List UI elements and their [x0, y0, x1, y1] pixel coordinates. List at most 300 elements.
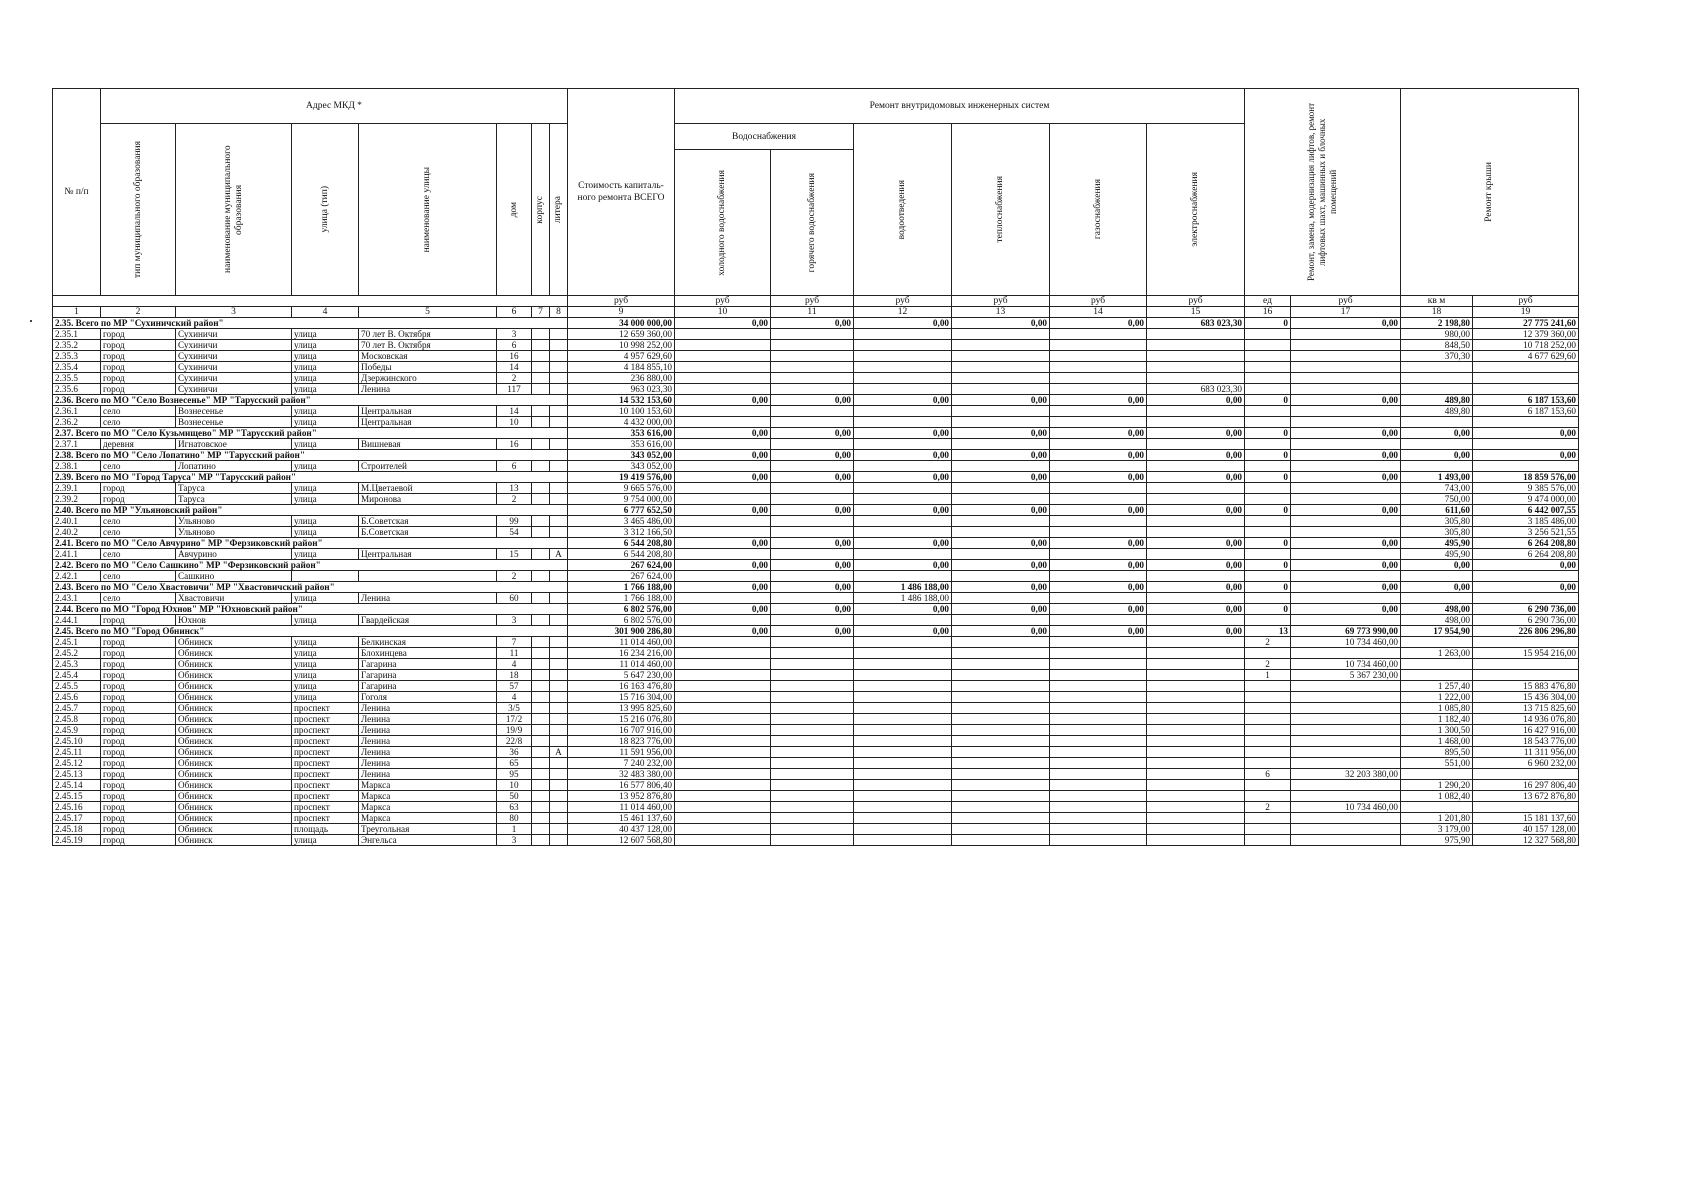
unit-cell: руб — [854, 296, 952, 307]
table-cell: 6 290 736,00 — [1473, 615, 1579, 626]
table-cell — [771, 373, 854, 384]
table-cell — [1473, 571, 1579, 582]
street-name-header-cell — [359, 124, 497, 296]
table-cell — [1245, 351, 1291, 362]
table-cell — [675, 791, 771, 802]
table-cell — [292, 571, 359, 582]
table-cell — [1291, 681, 1401, 692]
table-cell: 2.35.2 — [53, 340, 101, 351]
table-cell — [854, 681, 952, 692]
table-cell — [1401, 417, 1473, 428]
table-cell: 11 014 460,00 — [568, 637, 675, 648]
subtotal-value: 0,00 — [675, 428, 771, 439]
table-cell: 10 — [497, 417, 532, 428]
table-cell — [1050, 802, 1147, 813]
table-cell — [359, 571, 497, 582]
mun-name-header-cell — [176, 124, 292, 296]
table-cell: 6 187 153,60 — [1473, 406, 1579, 417]
table-cell: 11 591 956,00 — [568, 747, 675, 758]
table-cell: село — [101, 461, 176, 472]
subtotal-value: 0,00 — [1050, 560, 1147, 571]
table-row — [53, 417, 1579, 428]
table-cell: город — [101, 373, 176, 384]
table-cell: Вознесенье — [176, 417, 292, 428]
subtotal-value: 0,00 — [771, 318, 854, 329]
table-cell — [771, 692, 854, 703]
table-cell — [1291, 835, 1401, 846]
table-cell: Ленина — [359, 769, 497, 780]
table-cell — [1473, 439, 1579, 450]
table-cell — [1291, 417, 1401, 428]
table-cell: улица — [292, 637, 359, 648]
total-cost-header: Стоимость капиталь-ного ремонта ВСЕГО — [568, 89, 675, 296]
table-cell: 2.45.10 — [53, 736, 101, 747]
subtotal-value: 6 290 736,00 — [1473, 604, 1579, 615]
table-cell — [532, 824, 550, 835]
table-cell — [1147, 747, 1245, 758]
column-number-cell: 13 — [952, 307, 1050, 318]
table-cell — [675, 692, 771, 703]
table-cell — [1401, 637, 1473, 648]
sewer-header: водоотведения — [897, 179, 907, 240]
table-cell — [1473, 769, 1579, 780]
subtotal-value: 0,00 — [771, 450, 854, 461]
table-cell — [1291, 703, 1401, 714]
column-number-cell: 9 — [568, 307, 675, 318]
subtotal-row — [53, 604, 1579, 615]
street-name-header: наименование улицы — [422, 166, 432, 253]
table-cell: 50 — [497, 791, 532, 802]
table-cell — [1050, 813, 1147, 824]
table-cell — [1050, 681, 1147, 692]
table-row — [53, 725, 1579, 736]
table-cell — [675, 802, 771, 813]
table-cell: 16 427 916,00 — [1473, 725, 1579, 736]
table-cell — [550, 406, 568, 417]
table-cell — [1050, 769, 1147, 780]
table-cell: 18 543 776,00 — [1473, 736, 1579, 747]
litera-header: литера — [553, 195, 563, 224]
table-cell — [952, 406, 1050, 417]
table-cell: 3 — [497, 615, 532, 626]
column-number-cell: 19 — [1473, 307, 1579, 318]
table-cell — [1050, 824, 1147, 835]
table-cell — [532, 362, 550, 373]
subtotal-value: 13 — [1245, 626, 1291, 637]
table-cell — [1291, 615, 1401, 626]
table-cell: 495,90 — [1401, 549, 1473, 560]
table-cell: 15 461 137,60 — [568, 813, 675, 824]
table-cell: Ленина — [359, 725, 497, 736]
table-cell — [854, 461, 952, 472]
table-cell — [771, 824, 854, 835]
table-cell: 2.45.14 — [53, 780, 101, 791]
table-cell: 15 883 476,80 — [1473, 681, 1579, 692]
table-cell: Игнатовское — [176, 439, 292, 450]
table-cell — [771, 615, 854, 626]
table-cell: Ленина — [359, 758, 497, 769]
table-cell: улица — [292, 692, 359, 703]
table-cell: город — [101, 758, 176, 769]
table-cell — [771, 747, 854, 758]
table-cell: город — [101, 703, 176, 714]
table-cell — [550, 362, 568, 373]
table-cell — [1401, 461, 1473, 472]
subtotal-value: 0,00 — [1291, 538, 1401, 549]
subtotal-value: 0,00 — [675, 560, 771, 571]
subtotal-value: 267 624,00 — [568, 560, 675, 571]
table-cell — [675, 516, 771, 527]
table-cell — [771, 681, 854, 692]
table-cell: 1 — [1245, 670, 1291, 681]
column-number-cell: 11 — [771, 307, 854, 318]
table-cell — [675, 714, 771, 725]
subtotal-value: 0,00 — [952, 582, 1050, 593]
table-cell — [771, 461, 854, 472]
table-cell — [675, 780, 771, 791]
table-cell — [952, 593, 1050, 604]
table-cell: 6 960 232,00 — [1473, 758, 1579, 769]
table-cell: 15 216 076,80 — [568, 714, 675, 725]
subtotal-label: 2.40. Всего по МР "Ульяновский район" — [53, 505, 568, 516]
table-cell — [1147, 461, 1245, 472]
table-cell: 6 802 576,00 — [568, 615, 675, 626]
table-cell — [675, 835, 771, 846]
table-cell — [532, 714, 550, 725]
unit-cell: руб — [1473, 296, 1579, 307]
table-cell: 743,00 — [1401, 483, 1473, 494]
table-cell — [532, 516, 550, 527]
table-row — [53, 406, 1579, 417]
table-cell: 2.45.18 — [53, 824, 101, 835]
table-cell: 11 — [497, 648, 532, 659]
table-cell — [1245, 373, 1291, 384]
table-cell — [952, 681, 1050, 692]
table-cell — [771, 362, 854, 373]
table-cell — [854, 670, 952, 681]
table-cell — [1291, 516, 1401, 527]
table-cell: Гагарина — [359, 670, 497, 681]
table-cell: Юхнов — [176, 615, 292, 626]
table-cell — [1291, 549, 1401, 560]
table-cell — [854, 351, 952, 362]
table-cell: Гоголя — [359, 692, 497, 703]
subtotal-value: 0,00 — [1291, 604, 1401, 615]
table-cell: А — [550, 747, 568, 758]
table-cell: Сашкино — [176, 571, 292, 582]
table-cell — [952, 714, 1050, 725]
table-cell: 6 — [497, 340, 532, 351]
table-cell: город — [101, 714, 176, 725]
table-cell: 1 222,00 — [1401, 692, 1473, 703]
table-cell: Сухиничи — [176, 329, 292, 340]
subtotal-value: 0,00 — [1291, 505, 1401, 516]
table-row — [53, 384, 1579, 395]
table-cell — [771, 494, 854, 505]
table-cell — [1245, 725, 1291, 736]
table-cell — [1291, 527, 1401, 538]
table-cell: 2.35.4 — [53, 362, 101, 373]
table-cell — [952, 351, 1050, 362]
subtotal-value: 0,00 — [1050, 450, 1147, 461]
table-cell: Ленина — [359, 384, 497, 395]
table-cell — [1401, 670, 1473, 681]
capital-repair-table — [52, 88, 1579, 846]
subtotal-value: 0,00 — [771, 428, 854, 439]
table-cell — [1050, 571, 1147, 582]
lifts-header-cell — [1245, 89, 1401, 296]
table-cell — [1050, 615, 1147, 626]
table-cell: 17/2 — [497, 714, 532, 725]
subtotal-value: 0,00 — [854, 626, 952, 637]
table-cell: Обнинск — [176, 725, 292, 736]
table-cell — [854, 615, 952, 626]
table-cell — [1473, 362, 1579, 373]
table-cell: 1 085,80 — [1401, 703, 1473, 714]
table-cell: 11 014 460,00 — [568, 659, 675, 670]
subtotal-row — [53, 395, 1579, 406]
subtotal-value: 0,00 — [1147, 505, 1245, 516]
table-cell — [771, 780, 854, 791]
table-row — [53, 703, 1579, 714]
litera-header-cell — [550, 124, 568, 296]
table-cell: Строителей — [359, 461, 497, 472]
table-cell: 1 290,20 — [1401, 780, 1473, 791]
table-cell: 2.45.6 — [53, 692, 101, 703]
table-cell: 370,30 — [1401, 351, 1473, 362]
table-cell — [532, 637, 550, 648]
table-cell: 16 234 216,00 — [568, 648, 675, 659]
table-cell: Московская — [359, 351, 497, 362]
table-cell — [550, 571, 568, 582]
subtotal-value: 6 777 652,50 — [568, 505, 675, 516]
table-cell: 80 — [497, 813, 532, 824]
subtotal-value: 0,00 — [1291, 582, 1401, 593]
subtotal-value: 0,00 — [1473, 582, 1579, 593]
table-cell: улица — [292, 648, 359, 659]
table-cell: 2.35.3 — [53, 351, 101, 362]
table-row — [53, 527, 1579, 538]
subtotal-value: 0,00 — [952, 505, 1050, 516]
table-cell: 11 311 956,00 — [1473, 747, 1579, 758]
table-cell — [1147, 758, 1245, 769]
table-cell — [1245, 329, 1291, 340]
table-cell — [1473, 461, 1579, 472]
table-cell — [1147, 439, 1245, 450]
table-cell — [771, 813, 854, 824]
table-cell: 15 181 137,60 — [1473, 813, 1579, 824]
table-cell — [532, 615, 550, 626]
column-number-cell: 10 — [675, 307, 771, 318]
table-cell — [952, 549, 1050, 560]
table-cell — [550, 648, 568, 659]
table-cell: улица — [292, 461, 359, 472]
table-cell — [1050, 439, 1147, 450]
subtotal-row — [53, 505, 1579, 516]
table-cell — [952, 725, 1050, 736]
table-cell — [1147, 659, 1245, 670]
table-cell — [1147, 494, 1245, 505]
table-cell — [854, 736, 952, 747]
table-cell — [1245, 681, 1291, 692]
table-cell: 2.44.1 — [53, 615, 101, 626]
table-cell: 9 385 576,00 — [1473, 483, 1579, 494]
table-cell — [550, 461, 568, 472]
subtotal-row — [53, 450, 1579, 461]
table-cell — [675, 681, 771, 692]
table-cell — [1147, 329, 1245, 340]
table-row — [53, 659, 1579, 670]
table-cell — [550, 802, 568, 813]
table-row — [53, 791, 1579, 802]
table-row — [53, 747, 1579, 758]
table-cell — [1050, 351, 1147, 362]
table-cell: 9 474 000,00 — [1473, 494, 1579, 505]
table-cell — [1291, 758, 1401, 769]
table-cell — [1050, 758, 1147, 769]
table-cell: Центральная — [359, 549, 497, 560]
table-cell — [550, 681, 568, 692]
table-row — [53, 670, 1579, 681]
table-cell: село — [101, 593, 176, 604]
subtotal-value: 0,00 — [854, 450, 952, 461]
table-cell — [532, 758, 550, 769]
table-cell — [771, 758, 854, 769]
table-cell: 10 100 153,60 — [568, 406, 675, 417]
table-cell — [1473, 384, 1579, 395]
subtotal-value: 0,00 — [1473, 560, 1579, 571]
table-cell: 2.45.13 — [53, 769, 101, 780]
subtotal-value: 0,00 — [771, 604, 854, 615]
table-cell — [854, 483, 952, 494]
table-cell: Центральная — [359, 406, 497, 417]
subtotal-value: 0 — [1245, 582, 1291, 593]
table-cell — [1291, 571, 1401, 582]
table-cell — [771, 670, 854, 681]
table-cell — [675, 549, 771, 560]
table-cell — [1050, 780, 1147, 791]
table-cell: село — [101, 417, 176, 428]
subtotal-value: 6 264 208,80 — [1473, 538, 1579, 549]
table-cell: 267 624,00 — [568, 571, 675, 582]
table-cell — [675, 813, 771, 824]
subtotal-value: 0 — [1245, 428, 1291, 439]
table-cell: Обнинск — [176, 736, 292, 747]
table-cell: город — [101, 780, 176, 791]
unit-cell: ед — [1245, 296, 1291, 307]
table-cell — [675, 648, 771, 659]
table-cell — [1245, 692, 1291, 703]
table-cell — [532, 802, 550, 813]
table-cell — [1245, 439, 1291, 450]
table-cell — [952, 703, 1050, 714]
table-cell — [550, 769, 568, 780]
table-cell: проспект — [292, 714, 359, 725]
table-cell — [771, 384, 854, 395]
table-cell — [675, 461, 771, 472]
table-cell — [952, 417, 1050, 428]
table-cell — [675, 769, 771, 780]
table-cell — [532, 571, 550, 582]
subtotal-value: 611,60 — [1401, 505, 1473, 516]
table-cell — [675, 439, 771, 450]
unit-cell: руб — [771, 296, 854, 307]
table-cell — [1245, 549, 1291, 560]
table-cell: Обнинск — [176, 802, 292, 813]
subtotal-value: 343 052,00 — [568, 450, 675, 461]
table-cell — [1050, 747, 1147, 758]
table-cell: Обнинск — [176, 835, 292, 846]
table-cell: 63 — [497, 802, 532, 813]
table-cell — [1245, 835, 1291, 846]
table-cell: 4 677 629,60 — [1473, 351, 1579, 362]
subtotal-label: 2.39. Всего по МО "Город Таруса" МР "Тарусский район" — [53, 472, 568, 483]
table-cell — [1291, 791, 1401, 802]
table-cell: Ульяново — [176, 516, 292, 527]
table-cell — [854, 791, 952, 802]
table-cell: улица — [292, 670, 359, 681]
table-cell: 57 — [497, 681, 532, 692]
table-cell: Авчурино — [176, 549, 292, 560]
table-cell: 16 — [497, 351, 532, 362]
table-cell — [854, 373, 952, 384]
table-cell — [550, 494, 568, 505]
table-cell: 15 — [497, 549, 532, 560]
table-cell — [675, 494, 771, 505]
table-cell — [854, 527, 952, 538]
table-cell: 3 312 166,50 — [568, 527, 675, 538]
table-cell — [1147, 406, 1245, 417]
subtotal-row — [53, 472, 1579, 483]
table-cell: 13 952 876,80 — [568, 791, 675, 802]
subtotal-value: 0,00 — [771, 626, 854, 637]
table-cell — [532, 549, 550, 560]
table-cell — [952, 780, 1050, 791]
table-cell: 980,00 — [1401, 329, 1473, 340]
table-cell: улица — [292, 615, 359, 626]
gas-header-cell — [1050, 124, 1147, 296]
table-cell: 3 — [497, 329, 532, 340]
table-cell — [1050, 329, 1147, 340]
table-cell — [550, 351, 568, 362]
table-cell — [1473, 637, 1579, 648]
table-cell: Ленина — [359, 714, 497, 725]
subtotal-value: 0,00 — [1401, 450, 1473, 461]
table-cell — [1291, 351, 1401, 362]
subtotal-value: 0 — [1245, 538, 1291, 549]
table-cell: 14 936 076,80 — [1473, 714, 1579, 725]
subtotal-value: 0,00 — [675, 626, 771, 637]
eng-systems-header: Ремонт внутридомовых инженерных систем — [675, 89, 1245, 124]
table-cell: город — [101, 791, 176, 802]
table-cell — [1050, 406, 1147, 417]
table-cell: 13 — [497, 483, 532, 494]
table-cell: город — [101, 384, 176, 395]
table-cell — [1245, 703, 1291, 714]
subtotal-value: 27 775 241,60 — [1473, 318, 1579, 329]
table-cell — [1291, 736, 1401, 747]
table-cell — [675, 637, 771, 648]
table-cell — [854, 835, 952, 846]
table-cell — [771, 516, 854, 527]
table-cell — [854, 648, 952, 659]
hot-water-header: горячего водоснабжения — [806, 172, 817, 273]
subtotal-value: 0,00 — [675, 450, 771, 461]
table-cell — [550, 637, 568, 648]
table-cell — [952, 329, 1050, 340]
table-cell — [532, 835, 550, 846]
table-cell: Белкинская — [359, 637, 497, 648]
